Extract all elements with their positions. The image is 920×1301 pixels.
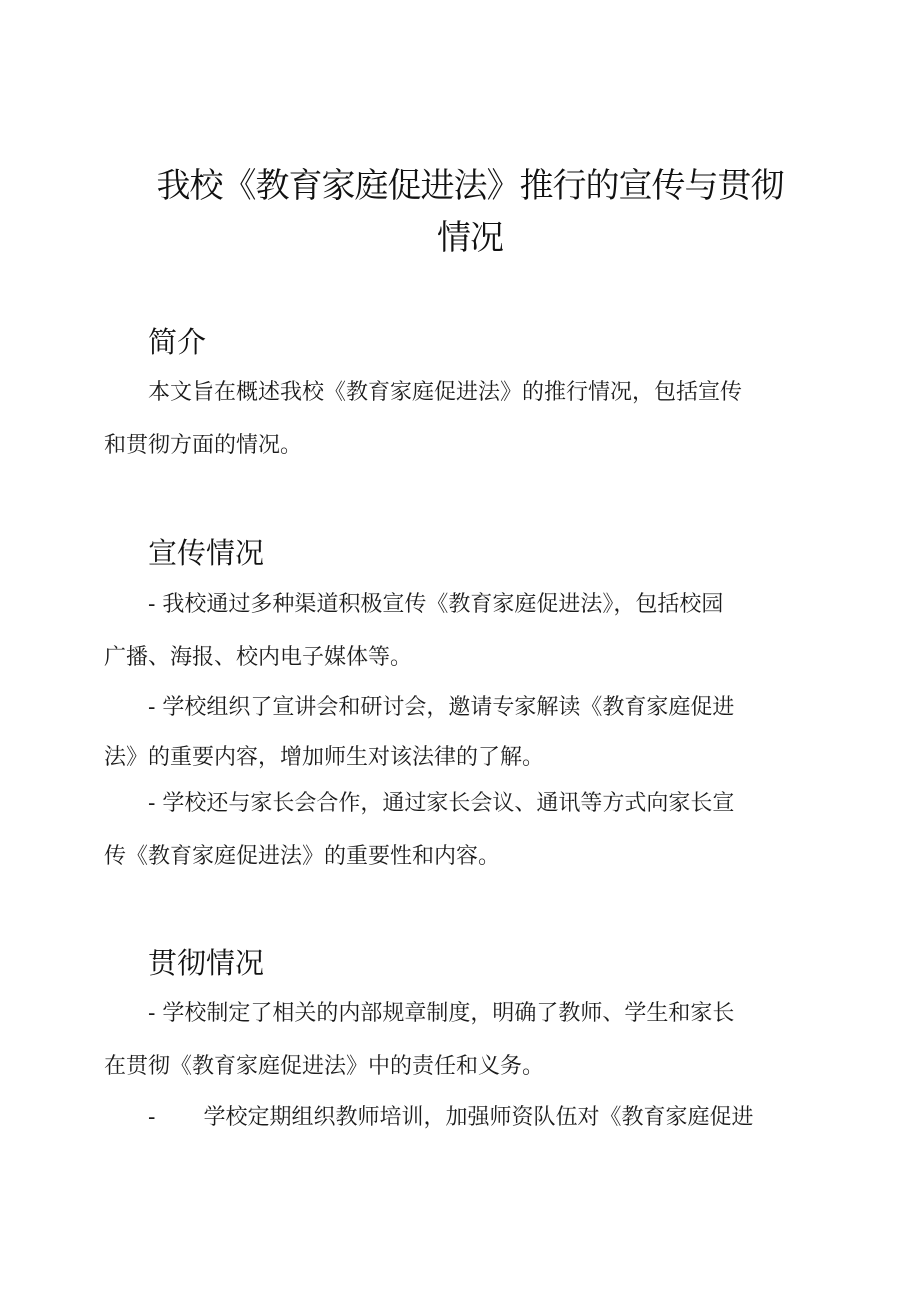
paragraph-line: 广播、海报、校内电子媒体等。 — [104, 645, 413, 670]
title-line-1: 我校《教育家庭促进法》推行的宣传与贯彻 — [156, 166, 784, 206]
section-heading-intro: 简介 — [148, 325, 207, 359]
paragraph-line — [104, 1101, 784, 1135]
paragraph-line: 法》的重要内容，增加师生对该法律的了解。 — [104, 745, 545, 770]
paragraph-publicity-3 — [104, 787, 784, 874]
paragraph-implementation-1 — [104, 997, 784, 1084]
section-heading-implementation: 贯彻情况 — [148, 946, 265, 980]
paragraph-line: - 学校制定了相关的内部规章制度，明确了教师、学生和家长 — [148, 1001, 735, 1026]
paragraph-line: 在贯彻《教育家庭促进法》中的责任和义务。 — [104, 1054, 545, 1079]
paragraph-line: - 学校组织了宣讲会和研讨会，邀请专家解读《教育家庭促进 — [148, 695, 735, 720]
paragraph-intro — [104, 376, 784, 463]
title-line-2: 情况 — [437, 218, 503, 258]
paragraph-line-text: 学校定期组织教师培训，加强师资队伍对《教育家庭促进 — [203, 1105, 754, 1130]
paragraph-line: 传《教育家庭促进法》的重要性和内容。 — [104, 844, 501, 869]
paragraph-line: - 我校通过多种渠道积极宣传《教育家庭促进法》，包括校园 — [148, 592, 724, 617]
paragraph-implementation-2 — [104, 1101, 784, 1135]
section-heading-publicity: 宣传情况 — [148, 536, 265, 570]
document-title — [120, 160, 820, 264]
list-dash: - — [148, 1105, 156, 1130]
paragraph-line: 和贯彻方面的情况。 — [104, 433, 303, 458]
paragraph-line: 本文旨在概述我校《教育家庭促进法》的推行情况，包括宣传 — [148, 380, 743, 405]
paragraph-publicity-2 — [104, 691, 784, 775]
paragraph-publicity-1 — [104, 588, 784, 675]
paragraph-line: - 学校还与家长会合作，通过家长会议、通讯等方式向家长宣 — [148, 791, 735, 816]
